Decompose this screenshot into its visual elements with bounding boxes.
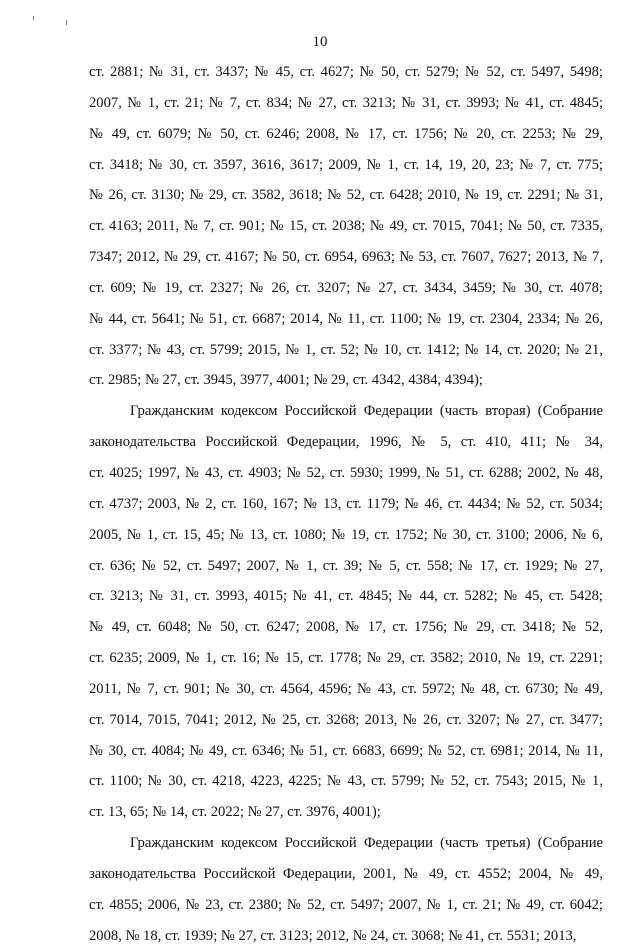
paragraph-line: 2005, № 1, ст. 15, 45; № 13, ст. 1080; № 19, ст. 1752; № 30, ст. 3100; 2006, № 6,	[89, 526, 603, 543]
paragraph-line: законодательства Российской Федерации, 2001, № 49, ст. 4552; 2004, № 49,	[89, 865, 603, 882]
paragraph-line: ст. 609; № 19, ст. 2327; № 26, ст. 3207; № 27, ст. 3434, 3459; № 30, ст. 4078;	[89, 279, 603, 296]
paragraph-line: ст. 1100; № 30, ст. 4218, 4223, 4225; № 43, ст. 5799; № 52, ст. 7543; 2015, № 1,	[89, 773, 603, 790]
paragraph-line: ст. 4025; 1997, № 43, ст. 4903; № 52, ст. 5930; 1999, № 51, ст. 6288; 2002, № 48,	[89, 464, 603, 481]
paragraph-line: 7347; 2012, № 29, ст. 4167; № 50, ст. 6954, 6963; № 53, ст. 7607, 7627; 2013, № 7,	[89, 249, 603, 266]
paragraph-line: 2011, № 7, ст. 901; № 30, ст. 4564, 4596; № 43, ст. 5972; № 48, ст. 6730; № 49,	[89, 680, 603, 697]
paragraph-line: № 26, ст. 3130; № 29, ст. 3582, 3618; № 52, ст. 6428; 2010, № 19, ст. 2291; № 31,	[89, 187, 603, 204]
paragraph-first-line: Гражданским кодексом Российской Федерации (часть вторая) (Собрание	[130, 403, 603, 420]
paragraph-line: ст. 4163; 2011, № 7, ст. 901; № 15, ст. 2038; № 49, ст. 7015, 7041; № 50, ст. 7335,	[89, 218, 603, 235]
page-number: 10	[312, 34, 328, 50]
paragraph-line: ст. 636; № 52, ст. 5497; 2007, № 1, ст. 39; № 5, ст. 558; № 17, ст. 1929; № 27,	[89, 557, 603, 574]
paragraph-first-line: ст. 2881; № 31, ст. 3437; № 45, ст. 4627; № 50, ст. 5279; № 52, ст. 5497, 5498;	[89, 64, 603, 80]
paragraph-line: ст. 3377; № 43, ст. 5799; 2015, № 1, ст. 52; № 10, ст. 1412; № 14, ст. 2020; № 21,	[89, 341, 603, 358]
paragraph-line: ст. 3213; № 31, ст. 3993, 4015; № 41, ст. 4845; № 44, ст. 5282; № 45, ст. 5428;	[89, 588, 603, 605]
paragraph-line: ст. 3418; № 30, ст. 3597, 3616, 3617; 2009, № 1, ст. 14, 19, 20, 23; № 7, ст. 775;	[89, 156, 603, 173]
paragraph-line: № 44, ст. 5641; № 51, ст. 6687; 2014, № 11, ст. 1100; № 19, ст. 2304, 2334; № 26,	[89, 310, 603, 327]
paragraph-line: ст. 6235; 2009, № 1, ст. 16; № 15, ст. 1778; № 29, ст. 3582; 2010, № 19, ст. 2291;	[89, 650, 603, 667]
paragraph-line: ст. 4855; 2006, № 23, ст. 2380; № 52, ст. 5497; 2007, № 1, ст. 21; № 49, ст. 6042;	[89, 896, 603, 913]
paragraph-line: № 49, ст. 6079; № 50, ст. 6246; 2008, № 17, ст. 1756; № 20, ст. 2253; № 29,	[89, 125, 603, 142]
paragraph-line: ст. 2985; № 27, ст. 3945, 3977, 4001; № 29, ст. 4342, 4384, 4394);	[89, 372, 483, 389]
paragraph-line: ст. 7014, 7015, 7041; 2012, № 25, ст. 3268; 2013, № 26, ст. 3207; № 27, ст. 3477;	[89, 711, 603, 728]
paragraph-line: № 30, ст. 4084; № 49, ст. 6346; № 51, ст. 6683, 6699; № 52, ст. 6981; 2014, № 11,	[89, 742, 603, 759]
paragraph-line: 2007, № 1, ст. 21; № 7, ст. 834; № 27, ст. 3213; № 31, ст. 3993; № 41, ст. 4845;	[89, 94, 603, 111]
paragraph-line: ст. 4737; 2003, № 2, ст. 160, 167; № 13, ст. 1179; № 46, ст. 4434; № 52, ст. 5034;	[89, 495, 603, 512]
paragraph-line: 2008, № 18, ст. 1939; № 27, ст. 3123; 2012, № 24, ст. 3068; № 41, ст. 5531; 2013,	[89, 927, 577, 944]
paragraph-line: ст. 13, 65; № 14, ст. 2022; № 27, ст. 3976, 4001);	[89, 804, 381, 821]
paragraph-line: № 49, ст. 6048; № 50, ст. 6247; 2008, № 17, ст. 1756; № 29, ст. 3418; № 52,	[89, 619, 603, 636]
scan-speck	[66, 20, 67, 25]
paragraph-first-line: Гражданским кодексом Российской Федерации (часть третья) (Собрание	[130, 835, 603, 852]
scan-speck	[33, 16, 34, 20]
paragraph-line: законодательства Российской Федерации, 1996, № 5, ст. 410, 411; № 34,	[89, 434, 603, 451]
document-body	[89, 57, 603, 951]
